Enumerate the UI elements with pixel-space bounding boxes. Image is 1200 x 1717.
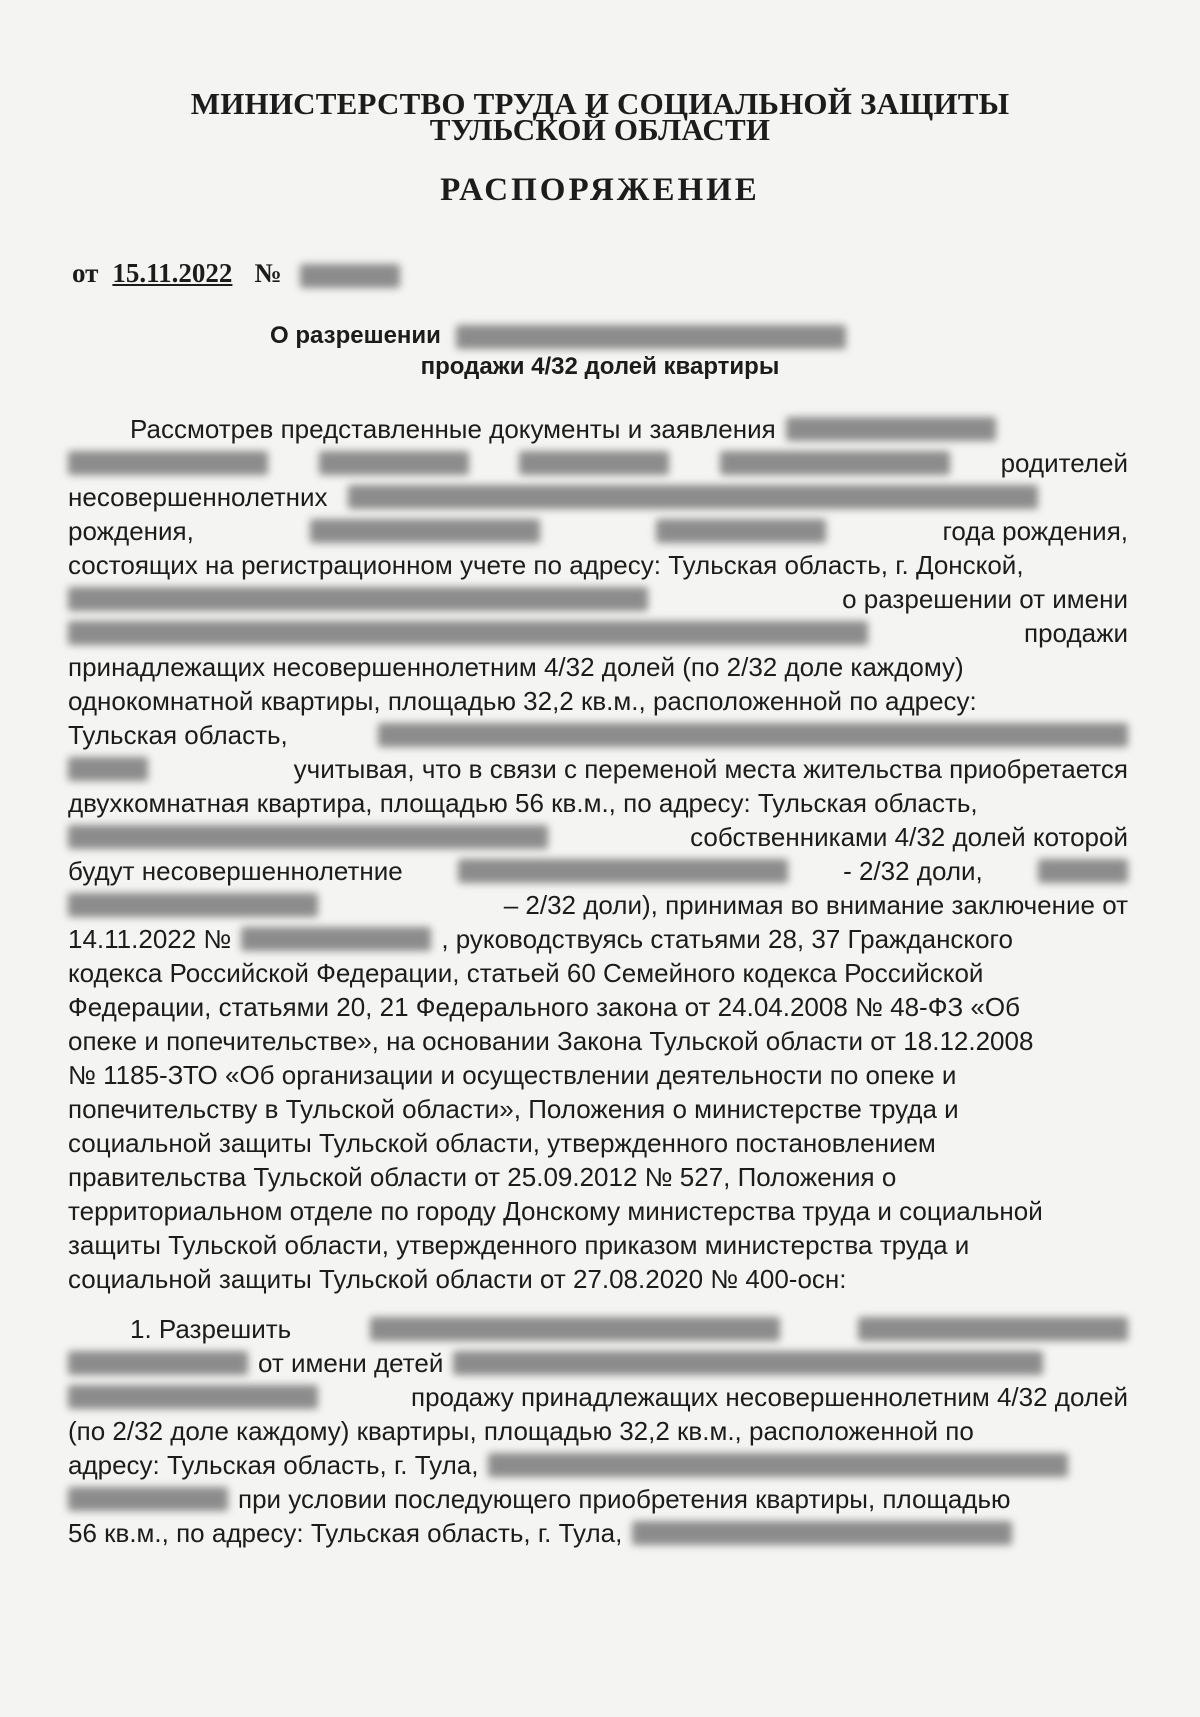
body-line: продажи <box>68 616 1128 650</box>
redacted-text <box>378 723 1128 747</box>
body-line: Тульская область, <box>68 718 1128 752</box>
redacted-text <box>319 451 469 475</box>
redacted-text <box>488 1453 1068 1477</box>
paragraph-1-line: (по 2/32 доле каждому) квартиры, площадью 32,2 кв.м., расположенной по <box>68 1416 974 1446</box>
redacted-text <box>656 519 826 543</box>
document-date: 15.11.2022 <box>112 258 233 288</box>
redacted-text <box>453 1351 1043 1375</box>
redacted-text <box>458 859 788 883</box>
redacted-names <box>456 325 846 349</box>
redacted-text <box>720 451 950 475</box>
redacted-text <box>68 1351 248 1375</box>
body-line: родителей <box>68 446 1128 480</box>
paragraph-1-line: от имени детей <box>68 1346 1128 1380</box>
document-type-title: РАСПОРЯЖЕНИЕ <box>440 172 760 208</box>
redacted-text <box>786 417 996 441</box>
body-line: Федерации, статьями 20, 21 Федерального закона от 24.04.2008 № 48-ФЗ «Об <box>68 992 1020 1022</box>
redacted-text <box>348 485 1038 509</box>
subject-line1: О разрешении <box>270 322 846 350</box>
body-line: рождения, года рождения, <box>68 516 1128 546</box>
redacted-text <box>68 893 318 917</box>
redacted-text <box>68 757 148 781</box>
body-line: учитывая, что в связи с переменой места жительства приобретается <box>68 752 1128 786</box>
paragraph-1-line: при условии последующего приобретения квартиры, площадью <box>68 1482 1128 1516</box>
number-sign: № <box>254 258 282 288</box>
body-line: о разрешении от имени <box>68 582 1128 616</box>
body-line: однокомнатной квартиры, площадью 32,2 кв.м., расположенной по адресу: <box>68 686 977 716</box>
body-line: 14.11.2022 № , руководствуясь статьями 28, 37 Гражданского <box>68 924 1013 954</box>
paragraph-1-line: 56 кв.м., по адресу: Тульская область, г. Тула, <box>68 1516 1128 1550</box>
body-line: территориальном отделе по городу Донскому министерства труда и социальной <box>68 1196 1043 1226</box>
redacted-text <box>68 621 868 645</box>
redacted-text <box>310 519 540 543</box>
paragraph-1-line: адресу: Тульская область, г. Тула, <box>68 1448 1128 1482</box>
redacted-text <box>68 1487 228 1511</box>
redacted-text <box>241 927 431 951</box>
body-line: будут несовершеннолетние - 2/32 доли, <box>68 854 1128 888</box>
document-dateline <box>72 258 400 289</box>
ministry-name-line1: МИНИСТЕРСТВО ТРУДА И СОЦИАЛЬНОЙ ЗАЩИТЫ <box>190 86 1010 121</box>
redacted-text <box>68 451 268 475</box>
body-line: опеке и попечительстве», на основании Закона Тульской области от 18.12.2008 <box>68 1026 1034 1056</box>
body-line: двухкомнатная квартира, площадью 56 кв.м., по адресу: Тульская область, <box>68 788 978 818</box>
redacted-text <box>68 587 648 611</box>
redacted-text <box>370 1317 780 1341</box>
body-line: кодекса Российской Федерации, статьей 60 Семейного кодекса Российской <box>68 958 984 988</box>
ministry-name-line2: ТУЛЬСКОЙ ОБЛАСТИ <box>429 112 771 147</box>
body-line: состоящих на регистрационном учете по адресу: Тульская область, г. Донской, <box>68 550 1024 580</box>
redacted-text <box>68 825 548 849</box>
redacted-document-number <box>300 264 400 288</box>
subject-line2: продажи 4/32 долей квартиры <box>420 353 780 380</box>
body-line: принадлежащих несовершеннолетним 4/32 долей (по 2/32 доле каждому) <box>68 652 964 682</box>
body-line: собственниками 4/32 долей которой <box>68 820 1128 854</box>
redacted-text <box>858 1317 1128 1341</box>
body-line: социальной защиты Тульской области, утвержденного постановлением <box>68 1128 936 1158</box>
body-line: правительства Тульской области от 25.09.2012 № 527, Положения о <box>68 1162 897 1192</box>
redacted-text <box>519 451 669 475</box>
dateline-from-label: от <box>72 258 99 288</box>
redacted-text <box>1038 859 1128 883</box>
body-line: Рассмотрев представленные документы и заявления <box>130 412 1128 446</box>
body-line: – 2/32 доли), принимая во внимание заключение от <box>68 888 1128 922</box>
body-line: защиты Тульской области, утвержденного приказом министерства труда и <box>68 1230 970 1260</box>
body-line: попечительству в Тульской области», Положения о министерстве труда и <box>68 1094 959 1124</box>
body-line: № 1185-ЗТО «Об организации и осуществлении деятельности по опеке и <box>68 1060 957 1090</box>
body-line: несовершеннолетних <box>68 480 1128 514</box>
redacted-text <box>632 1521 1012 1545</box>
body-line: социальной защиты Тульской области от 27.08.2020 № 400-осн: <box>68 1264 847 1294</box>
redacted-text <box>68 1385 318 1409</box>
paragraph-1-line: продажу принадлежащих несовершеннолетним 4/32 долей <box>68 1380 1128 1414</box>
paragraph-1-line: 1. Разрешить <box>130 1312 1128 1346</box>
